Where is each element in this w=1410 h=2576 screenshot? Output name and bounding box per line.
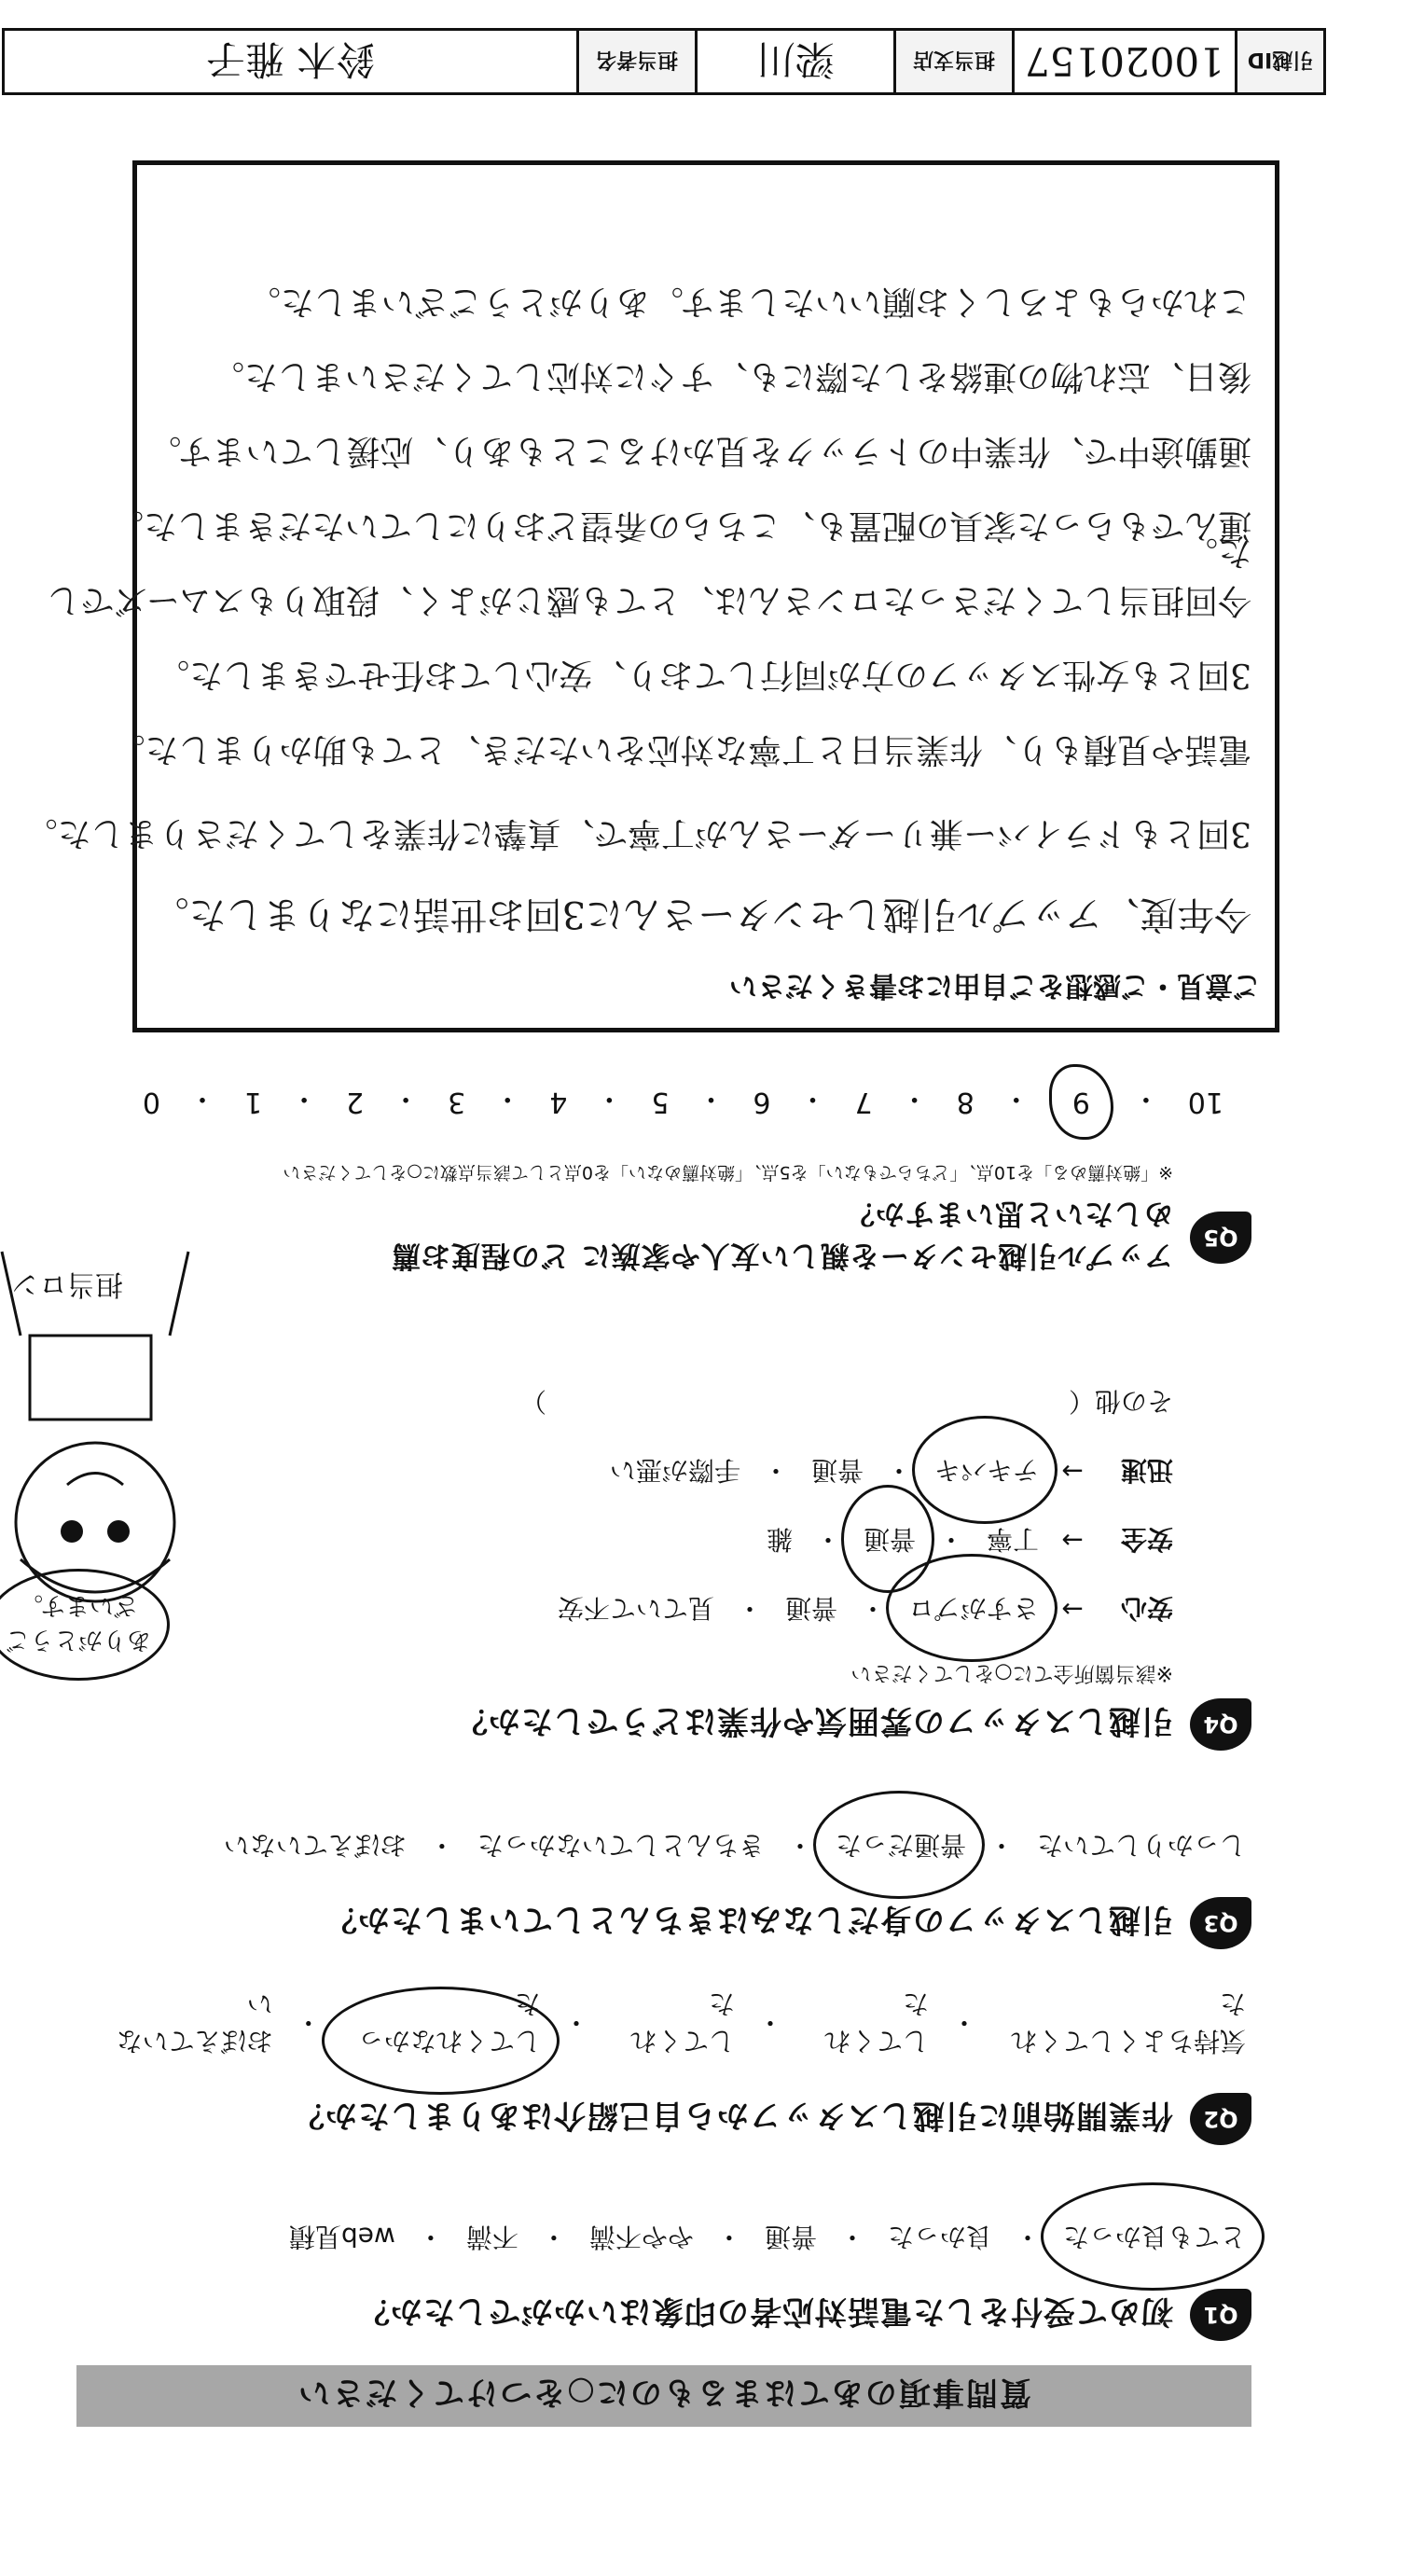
- q4-option[interactable]: 丁寧: [986, 1524, 1039, 1555]
- q4-other: [95, 1384, 1173, 1421]
- scale-value[interactable]: 7: [854, 1086, 873, 1118]
- speech-bubble: ありがとうございます。: [0, 1569, 170, 1681]
- comment-line: 3回とも女性スタッフの方が同行しており、安心してお任せできました。: [156, 656, 1251, 694]
- q4-row-anzen: 安全 → 丁寧 ・ 普通 ・ 雑: [95, 1522, 1173, 1559]
- scale-value[interactable]: 6: [753, 1086, 771, 1118]
- q3-option[interactable]: 普通だった: [830, 1828, 972, 1865]
- q4-row-label: 安全: [1120, 1524, 1173, 1555]
- q4-other-close: ）: [519, 1386, 546, 1417]
- q5-scale: 10 ・ 9 ・ 8 ・ 7 ・ 6 ・ 5 ・ 4 ・ 3 ・ 2 ・ 1 ・ 0: [132, 1064, 1233, 1140]
- instruction-text: 質問事項のあてはまるものに○をつけてください: [297, 2374, 1031, 2412]
- scale-value[interactable]: 3: [448, 1086, 466, 1118]
- q2-option[interactable]: してくれた: [629, 1988, 735, 2057]
- drawing-caption: 担当ロン: [11, 1267, 123, 1300]
- scale-value[interactable]: 4: [549, 1086, 568, 1118]
- q4-badge: Q4: [1190, 1698, 1251, 1751]
- question-4: [95, 1384, 1251, 1751]
- q2-question: 作業開始前に引越しスタッフから自己紹介はありましたか？: [292, 2097, 1173, 2135]
- scale-value[interactable]: 0: [142, 1086, 160, 1118]
- question-2: [95, 1987, 1251, 2145]
- q1-option[interactable]: 良かった: [887, 2222, 992, 2252]
- q4-option[interactable]: 普通: [858, 1522, 921, 1559]
- q4-question: 引越しスタッフの雰囲気や作業はどうでしたか？: [455, 1702, 1173, 1740]
- scale-value[interactable]: 2: [346, 1086, 365, 1118]
- comment-line: 通勤途中で、作業中のトラックを見かけることもあり、応援しています。: [147, 432, 1251, 470]
- id-value[interactable]: 10020157: [1012, 31, 1235, 92]
- id-label: 引越ID: [1235, 31, 1323, 92]
- q2-option[interactable]: おぼえていない: [116, 1988, 273, 2057]
- q4-row-jinsoku: 迅速 → テキパキ ・ 普通 ・ 手際が悪い: [95, 1453, 1173, 1490]
- arrow-right-icon: →: [1061, 1456, 1084, 1488]
- q2-option[interactable]: 気持ちよくしてくれた: [1010, 1988, 1246, 2057]
- q1-badge: Q1: [1190, 2289, 1251, 2341]
- q4-other-label: その他（: [1068, 1386, 1173, 1417]
- q2-option[interactable]: してくれなかった: [339, 1987, 546, 2061]
- instruction-header: [76, 2365, 1251, 2427]
- q4-option[interactable]: 雑: [766, 1524, 793, 1555]
- scale-value-selected[interactable]: 9: [1049, 1064, 1113, 1140]
- comment-line: 今年度、アップル引越しセンターさんに3回お世話になりました。: [151, 893, 1251, 935]
- q4-note: ※該当箇所全てに○をしてください: [850, 1661, 1173, 1684]
- comment-line: これからもよろしくお願いいたします。ありがとうございました。: [246, 283, 1251, 321]
- q4-option[interactable]: 見ていて不安: [557, 1593, 714, 1624]
- branch-value[interactable]: 梁川: [695, 31, 893, 92]
- q2-option[interactable]: してくれた: [824, 1988, 930, 2057]
- arrow-right-icon: →: [1061, 1594, 1084, 1626]
- q4-row-label: 迅速: [1120, 1455, 1173, 1486]
- q1-options: とても良かった ・ 良かった ・ 普通 ・ やや不満 ・ 不満 ・ web見積: [95, 2220, 1251, 2257]
- q1-option[interactable]: とても良かった: [1058, 2220, 1251, 2257]
- q3-option[interactable]: おぼえていない: [223, 1830, 407, 1861]
- q4-option[interactable]: 手際が悪い: [609, 1455, 740, 1486]
- q2-badge: Q2: [1190, 2093, 1251, 2145]
- scale-value[interactable]: 10: [1187, 1086, 1223, 1118]
- branch-label: 担当支店: [893, 31, 1012, 92]
- comment-line: 後日、忘れ物の連絡をした際にも、すぐに対応してくださいました。: [210, 357, 1251, 395]
- q1-question: 初めて受付をした電話対応者の印象はいかがでしたか？: [357, 2292, 1173, 2331]
- q2-options: 気持ちよくしてくれた ・ してくれた ・ してくれた ・ してくれなかった ・ おぼえていない: [95, 1987, 1251, 2061]
- scale-value[interactable]: 5: [651, 1086, 670, 1118]
- comment-line: 今回担当してくださったロンさんは、とても感じがよく、段取りもスムーズでした。: [47, 533, 1251, 619]
- q1-option[interactable]: やや不満: [588, 2222, 694, 2252]
- q5-badge: Q5: [1190, 1212, 1251, 1264]
- q4-option[interactable]: 普通: [810, 1455, 864, 1486]
- q4-row-anshin: 安心 → さすがプロ ・ 普通 ・ 見ていて不安: [95, 1591, 1173, 1628]
- q3-option[interactable]: しっかりしていた: [1036, 1830, 1246, 1861]
- staff-label: 担当者名: [576, 31, 695, 92]
- q3-badge: Q3: [1190, 1897, 1251, 1949]
- q5-note: ※「絶対薦める」を10点、「どちらでもない」を5点、「絶対薦めない」を0点として該当点数に○をしてください: [283, 1162, 1173, 1183]
- scale-value[interactable]: 1: [243, 1086, 263, 1118]
- id-table: [2, 28, 1326, 95]
- arrow-right-icon: →: [1061, 1525, 1084, 1557]
- q1-option[interactable]: 普通: [764, 2222, 817, 2252]
- q1-option[interactable]: 不満: [465, 2222, 518, 2252]
- q4-option[interactable]: 普通: [784, 1593, 837, 1624]
- q4-option[interactable]: さすがプロ: [903, 1591, 1044, 1628]
- q4-row-label: 安心: [1120, 1593, 1173, 1624]
- scale-value[interactable]: 8: [956, 1086, 975, 1118]
- q3-options: しっかりしていた ・ 普通だった ・ きちんとしていなかった ・ おぼえていない: [95, 1828, 1251, 1865]
- q1-option[interactable]: web見積: [288, 2222, 395, 2252]
- question-3: [95, 1828, 1251, 1949]
- comment-line: 運んでもらった家具の配置も、こちらの希望どおりにしていただきました。: [109, 506, 1251, 545]
- q3-question: 引越しスタッフの身だしなみはきちんとしていましたか？: [325, 1901, 1173, 1939]
- q4-option[interactable]: テキパキ: [929, 1453, 1044, 1490]
- comment-title: ご意見・ご感想をご自由にお書きください: [729, 969, 1261, 1002]
- q3-option[interactable]: きちんとしていなかった: [477, 1830, 765, 1861]
- q5-question: アップル引越センターを親しい友人や家族に どの程度お薦めしたいと思いますか？: [390, 1197, 1173, 1272]
- staff-value[interactable]: 鈴木 雅子: [205, 36, 376, 82]
- question-5: [95, 1161, 1251, 1280]
- question-1: [95, 2220, 1251, 2341]
- comment-line: 3回ともドライバー兼リーダーさんが丁寧で、真摯に作業をしてくださりました。: [23, 814, 1251, 852]
- comment-line: 電話や見積もり、作業当日と丁寧な対応をいただき、とても助かりました。: [111, 730, 1251, 769]
